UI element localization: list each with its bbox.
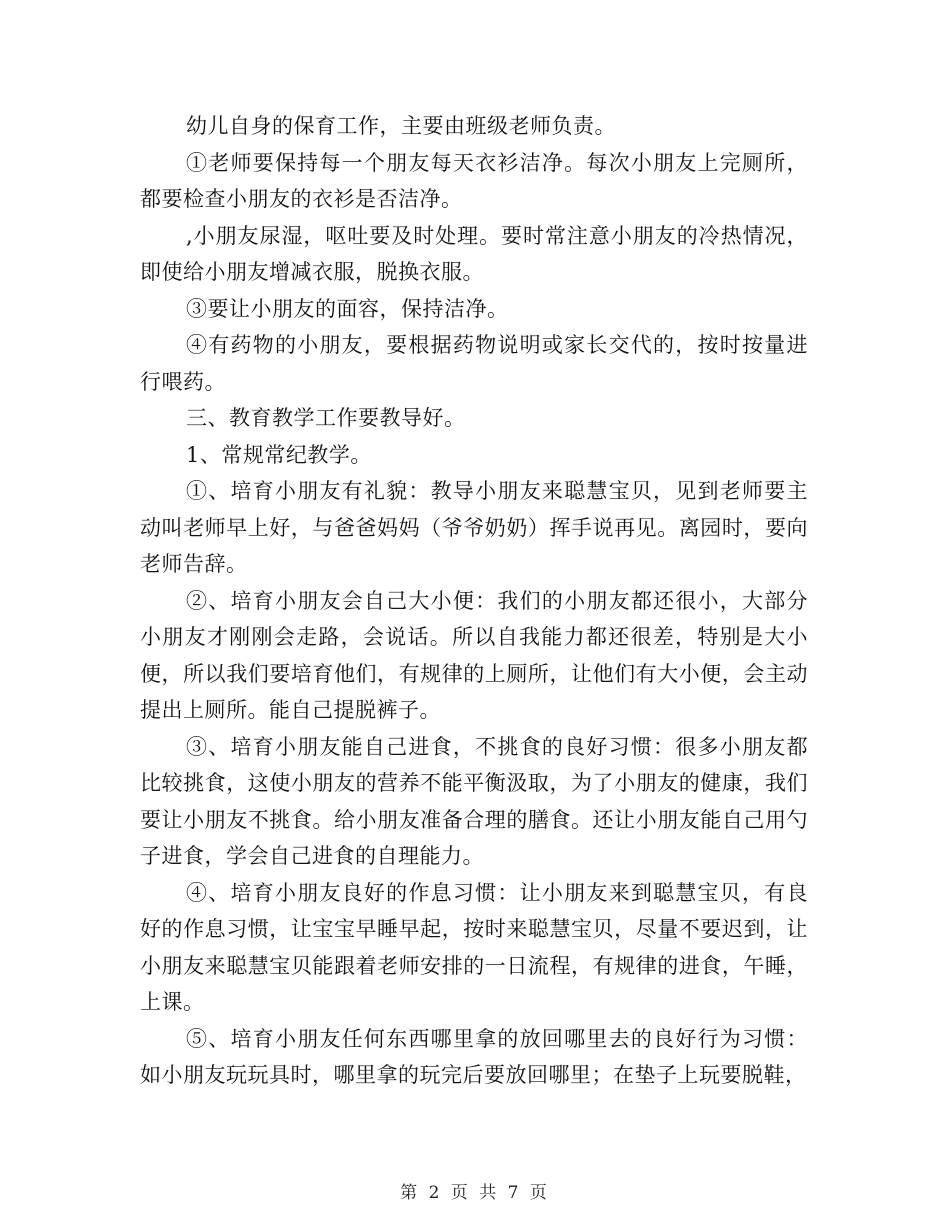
subsection-heading: 1、常规常纪教学。 <box>186 442 372 467</box>
paragraph: ③要让小朋友的面容，保持洁净。 <box>186 296 509 321</box>
section-heading: 三、教育教学工作要教导好。 <box>186 406 466 430</box>
paragraph: 幼儿自身的保育工作，主要由班级老师负责。 <box>186 114 616 138</box>
paragraph: ③、培育小朋友能自己进食，不挑食的良好习惯：很多小朋友都比较挑食，这使小朋友的营养不能平衡汲取，为了小朋友的健康，我们要让小朋友不挑食。给小朋友准备合理的膳食。还让小朋友能自己用勺子进食，学会自己进食的自理能力。 <box>140 734 808 868</box>
paragraph: ④有药物的小朋友，要根据药物说明或家长交代的，按时按量进行喂药。 <box>140 333 808 394</box>
paragraph: ④、培育小朋友良好的作息习惯：让小朋友来到聪慧宝贝，有良好的作息习惯，让宝宝早睡早起，按时来聪慧宝贝，尽量不要迟到，让小朋友来聪慧宝贝能跟着老师安排的一日流程，有规律的进食，午睡，上课。 <box>140 880 808 1014</box>
paragraph: ⑤、培育小朋友任何东西哪里拿的放回哪里去的良好行为习惯：如小朋友玩玩具时，哪里拿的玩完后要放回哪里；在垫子上玩要脱鞋， <box>140 1026 808 1087</box>
paragraph: ②、培育小朋友会自己大小便：我们的小朋友都还很小，大部分小朋友才刚刚会走路，会说话。所以自我能力都还很差，特别是大小便，所以我们要培育他们，有规律的上厕所，让他们有大小便，会主动提出上厕所。能自己提脱裤子。 <box>140 588 808 722</box>
body-text <box>140 108 808 1094</box>
paragraph: ,小朋友尿湿，呕吐要及时处理。要时常注意小朋友的冷热情况，即使给小朋友增减衣服，脱换衣服。 <box>140 223 808 284</box>
page-number-footer: 第 2 页 共 7 页 <box>400 1183 550 1203</box>
paragraph: ①、培育小朋友有礼貌：教导小朋友来聪慧宝贝，见到老师要主动叫老师早上好，与爸爸妈妈（爷爷奶奶）挥手说再见。离园时，要向老师告辞。 <box>140 479 808 576</box>
paragraph: ①老师要保持每一个朋友每天衣衫洁净。每次小朋友上完厕所，都要检查小朋友的衣衫是否洁净。 <box>140 150 808 211</box>
